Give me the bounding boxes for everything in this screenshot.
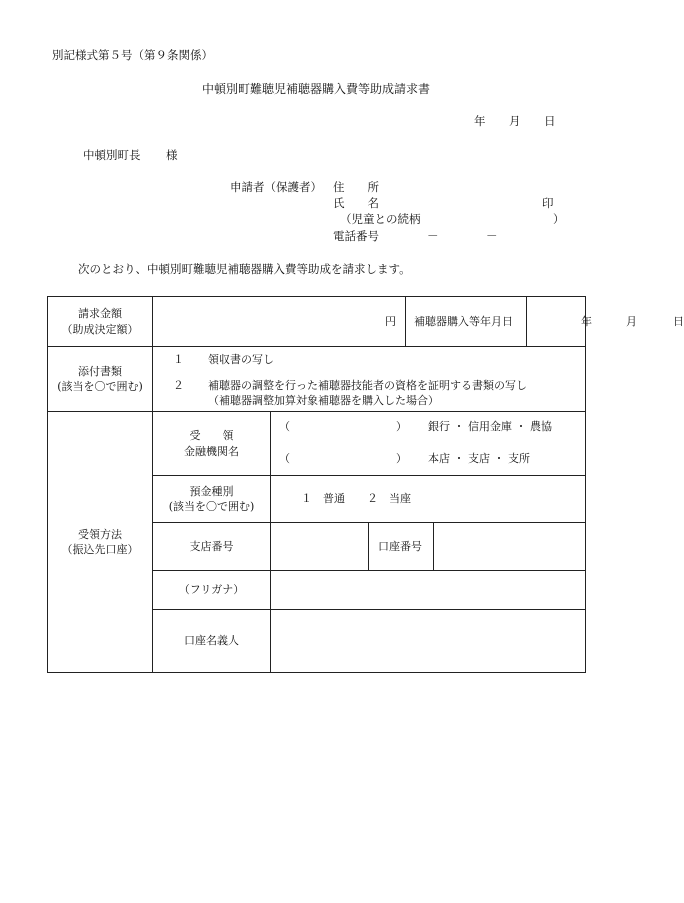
account-numbers-cell (271, 523, 586, 571)
furigana-field[interactable] (271, 571, 586, 610)
account-number-label: 口座番号 (378, 540, 422, 553)
bank-label-cell (153, 412, 271, 476)
seal-mark: 印 (542, 196, 554, 210)
document-title: 中頓別町難聴児補聴器購入費等助成請求書 (202, 82, 431, 96)
phone-dash-1: － (427, 229, 439, 243)
purchase-day: 日 (673, 315, 684, 328)
branch-paren-close: ） (396, 452, 407, 465)
date-year: 年 (474, 114, 486, 128)
deposit-type-sublabel: (該当を〇で囲む) (168, 500, 255, 513)
attachments-sublabel: (該当を〇で囲む) (57, 380, 143, 393)
branch-number-field[interactable] (271, 523, 368, 570)
phone-label: 電話番号 (333, 229, 379, 243)
bank-label-line1: 受 領 (189, 429, 234, 443)
phone-dash-2: － (486, 229, 498, 243)
purchase-date-label: 補聴器購入等年月日 (414, 315, 513, 328)
purchase-year: 年 (581, 315, 592, 328)
date-day: 日 (544, 114, 556, 128)
attachments-list-cell (153, 347, 586, 412)
attachment-1-text: 領収書の写し (208, 353, 274, 366)
amount-label: 請求金額 (78, 307, 122, 321)
yen-unit: 円 (385, 315, 396, 328)
intro-text: 次のとおり、中頓別町難聴児補聴器購入費等助成を請求します。 (78, 262, 411, 276)
bank-paren-open: （ (279, 420, 290, 433)
purchase-month: 月 (626, 315, 637, 328)
attachments-row (48, 347, 586, 412)
date-month: 月 (509, 114, 521, 128)
attachments-label: 添付書類 (78, 364, 122, 378)
bank-type-options: 銀行 ・ 信用金庫 ・ 農協 (428, 420, 552, 433)
branch-type-options: 本店 ・ 支店 ・ 支所 (428, 452, 530, 465)
address-label: 住 所 (333, 180, 379, 194)
attachments-label-cell (48, 347, 153, 412)
deposit-type-field[interactable] (271, 476, 586, 523)
addressee-honorific: 様 (166, 148, 178, 162)
receipt-method-sublabel: （振込先口座） (61, 543, 139, 556)
relation-open: （児童との続柄 (340, 212, 421, 226)
bank-row (48, 412, 586, 476)
name-label: 氏 名 (333, 196, 379, 210)
attachment-2-number: ２ (173, 379, 184, 392)
bank-paren-close: ） (396, 420, 407, 433)
attachment-1-number: １ (173, 353, 184, 366)
account-number-field[interactable] (434, 523, 585, 570)
deposit-type-label-cell (153, 476, 271, 523)
request-form-table (47, 296, 684, 673)
deposit-type-options: １ 普通 ２ 当座 (301, 492, 411, 505)
receipt-method-cell (48, 412, 153, 673)
attachment-2-note: （補聴器調整加算対象補聴器を購入した場合） (208, 394, 439, 407)
furigana-label: （フリガナ） (153, 571, 271, 610)
branch-number-label: 支店番号 (153, 523, 271, 571)
account-holder-field[interactable] (271, 610, 586, 673)
branch-paren-open: （ (279, 452, 290, 465)
deposit-type-label: 預金種別 (189, 484, 234, 498)
relation-close: ） (553, 212, 565, 226)
form-number: 別記様式第５号（第９条関係） (52, 48, 213, 62)
amount-sublabel: （助成決定額） (61, 322, 139, 336)
amount-label-cell (48, 297, 153, 347)
bank-name-field[interactable] (271, 412, 586, 476)
applicant-label: 申請者（保護者） (230, 180, 322, 194)
addressee: 中頓別町長 (83, 148, 141, 162)
bank-label-line2: 金融機関名 (184, 444, 239, 458)
account-holder-label: 口座名義人 (153, 610, 271, 673)
receipt-method-label: 受領方法 (78, 527, 122, 541)
amount-row (48, 297, 586, 347)
attachment-2-text: 補聴器の調整を行った補聴器技能者の資格を証明する書類の写し (208, 379, 527, 392)
amount-values-cell (153, 297, 684, 347)
